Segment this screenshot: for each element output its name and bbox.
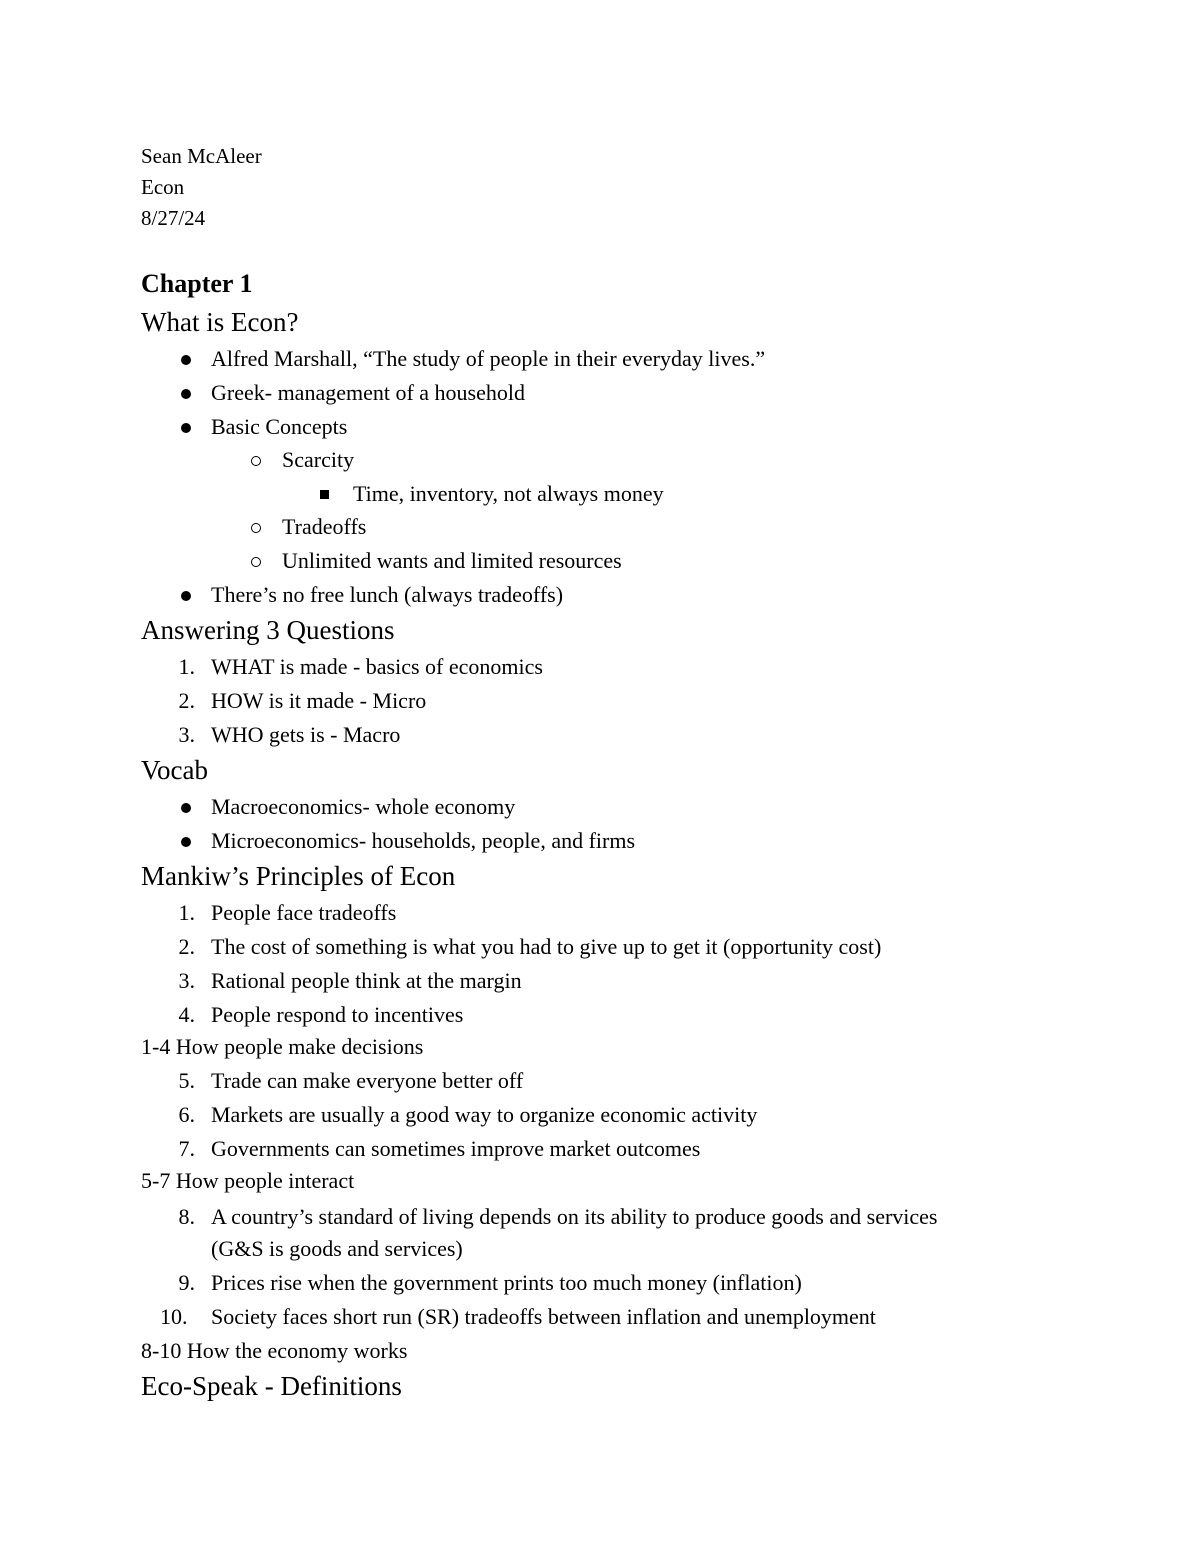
list-number: 9. [178,1270,195,1295]
group-label: 5-7 How people interact [141,1168,355,1193]
hollow-bullet-icon [251,557,261,567]
list-item: Rational people think at the margin [211,968,522,993]
list-number: 3. [178,968,195,993]
list-number: 1. [178,654,195,679]
list-item: WHO gets is - Macro [211,722,401,747]
list-number: 2. [178,688,195,713]
list-item: Macroeconomics- whole economy [211,794,516,819]
list-item: People face tradeoffs [211,900,397,925]
author-name: Sean McAleer [141,144,262,168]
list-item: There’s no free lunch (always tradeoffs) [211,582,564,607]
subject: Econ [141,175,185,199]
list-item: Greek- management of a household [211,380,525,405]
list-item: WHAT is made - basics of economics [211,654,543,679]
bullet-icon [181,423,191,433]
group-label: 1-4 How people make decisions [141,1034,424,1059]
list-number: 8. [178,1204,195,1229]
list-item: Microeconomics- households, people, and firms [211,828,636,853]
hollow-bullet-icon [251,456,261,466]
list-item: Time, inventory, not always money [353,481,664,506]
bullet-icon [181,389,191,399]
chapter-title: Chapter 1 [141,269,253,298]
list-item: Prices rise when the government prints too much money (inflation) [211,1270,802,1295]
list-number: 5. [178,1068,195,1093]
bullet-icon [181,837,191,847]
square-bullet-icon [320,490,329,499]
list-number: 4. [178,1002,195,1027]
bullet-icon [181,591,191,601]
list-number: 1. [178,900,195,925]
list-number: 2. [178,934,195,959]
hollow-bullet-icon [251,523,261,533]
list-item-continuation: (G&S is goods and services) [211,1236,463,1261]
list-item: A country’s standard of living depends on its ability to produce goods and services [211,1204,938,1229]
list-item: Tradeoffs [282,514,367,539]
list-item: Society faces short run (SR) tradeoffs between inflation and unemployment [211,1304,876,1329]
section-heading-answering: Answering 3 Questions [141,615,395,645]
section-heading-principles: Mankiw’s Principles of Econ [141,861,456,891]
list-item: Unlimited wants and limited resources [282,548,622,573]
list-item: Governments can sometimes improve market outcomes [211,1136,701,1161]
list-number: 10. [160,1304,188,1329]
list-item: People respond to incentives [211,1002,464,1027]
list-item: Alfred Marshall, “The study of people in their everyday lives.” [211,346,766,371]
section-heading-what-is-econ: What is Econ? [141,307,299,337]
list-number: 6. [178,1102,195,1127]
group-label: 8-10 How the economy works [141,1338,408,1363]
list-number: 7. [178,1136,195,1161]
section-heading-ecospeak: Eco-Speak - Definitions [141,1371,402,1401]
list-number: 3. [178,722,195,747]
list-item: Trade can make everyone better off [211,1068,524,1093]
list-item: The cost of something is what you had to give up to get it (opportunity cost) [211,934,882,959]
list-item: Scarcity [282,447,355,472]
bullet-icon [181,355,191,365]
bullet-icon [181,803,191,813]
list-item: HOW is it made - Micro [211,688,427,713]
list-item: Basic Concepts [211,414,348,439]
date: 8/27/24 [141,206,206,230]
section-heading-vocab: Vocab [141,755,208,785]
list-item: Markets are usually a good way to organize economic activity [211,1102,758,1127]
